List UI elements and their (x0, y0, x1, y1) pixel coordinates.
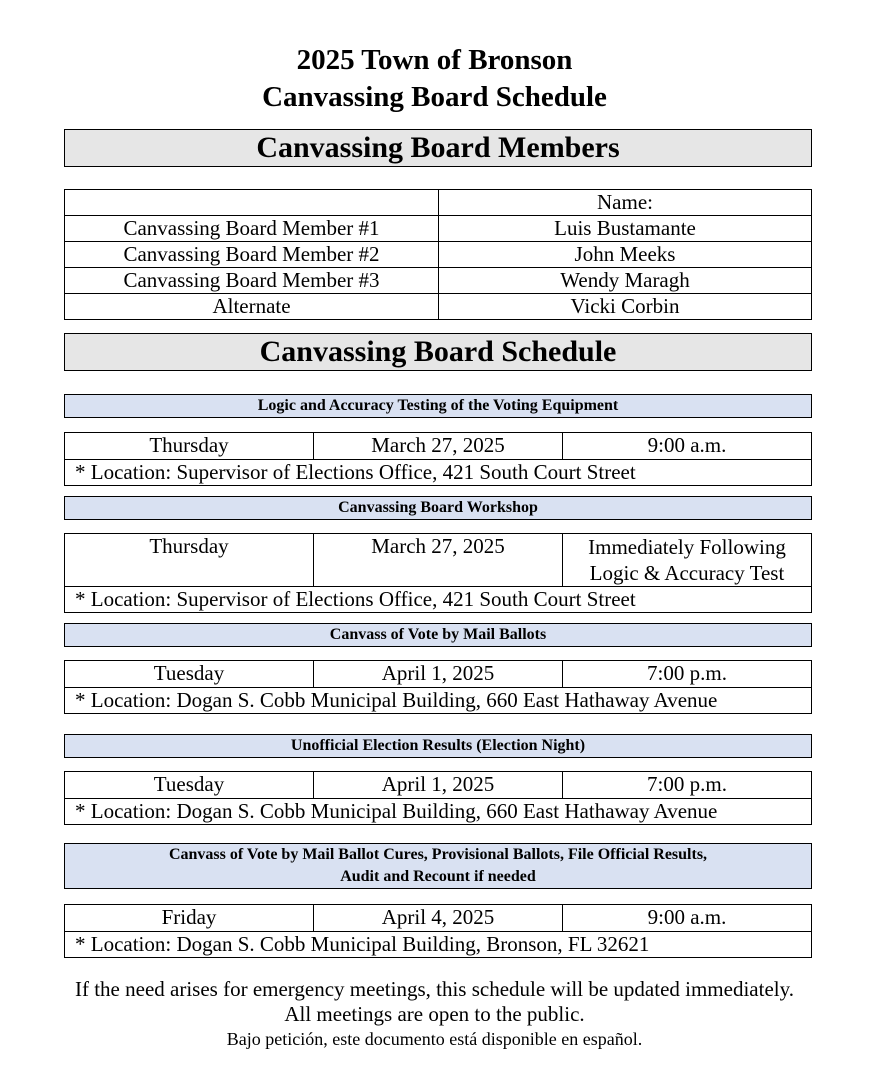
event-date: March 27, 2025 (314, 433, 563, 460)
table-row (65, 242, 812, 268)
event-table (64, 771, 812, 825)
event-day: Thursday (65, 433, 314, 460)
event-location: * Location: Dogan S. Cobb Municipal Building, Bronson, FL 32621 (65, 932, 812, 958)
members-heading: Canvassing Board Members (64, 129, 812, 167)
event-time-line1: Immediately Following (588, 535, 786, 559)
table-row (65, 587, 812, 613)
members-table (64, 189, 812, 320)
table-row (65, 433, 812, 460)
table-row (65, 905, 812, 932)
table-header-blank (65, 190, 439, 216)
event-day: Tuesday (65, 772, 314, 799)
member-role: Canvassing Board Member #1 (65, 216, 439, 242)
event-table (64, 533, 812, 613)
member-role: Canvassing Board Member #2 (65, 242, 439, 268)
event-day: Tuesday (65, 661, 314, 688)
schedule-heading: Canvassing Board Schedule (64, 333, 812, 371)
event-time: 9:00 a.m. (563, 905, 812, 932)
event-title: Logic and Accuracy Testing of the Voting Equipment (64, 394, 812, 418)
table-row (65, 932, 812, 958)
event-title (64, 843, 812, 889)
event-time (563, 534, 812, 587)
footer-spanish-note: Bajo petición, este documento está disponible en español. (226, 1029, 643, 1049)
event-location: * Location: Dogan S. Cobb Municipal Building, 660 East Hathaway Avenue (65, 688, 812, 714)
table-row (65, 460, 812, 486)
event-date: March 27, 2025 (314, 534, 563, 587)
table-row (65, 534, 812, 587)
table-row (65, 799, 812, 825)
table-row (65, 772, 812, 799)
member-name: Wendy Maragh (439, 268, 812, 294)
table-row (65, 190, 812, 216)
event-time: 7:00 p.m. (563, 772, 812, 799)
event-title-line2: Audit and Recount if needed (340, 868, 536, 885)
member-name: Luis Bustamante (439, 216, 812, 242)
event-date: April 4, 2025 (314, 905, 563, 932)
event-time: 9:00 a.m. (563, 433, 812, 460)
event-title: Canvass of Vote by Mail Ballots (64, 623, 812, 647)
event-title: Canvassing Board Workshop (64, 496, 812, 520)
event-title-line1: Canvass of Vote by Mail Ballot Cures, Provisional Ballots, File Official Results, (168, 846, 708, 863)
event-table (64, 904, 812, 958)
event-title: Unofficial Election Results (Election Night) (64, 734, 812, 758)
event-location: * Location: Dogan S. Cobb Municipal Building, 660 East Hathaway Avenue (65, 799, 812, 825)
event-day: Friday (65, 905, 314, 932)
document-subtitle: Canvassing Board Schedule (262, 81, 607, 113)
document-title: 2025 Town of Bronson (296, 44, 573, 76)
footer-emergency-note: If the need arises for emergency meetings, this schedule will be updated immediately. (74, 977, 794, 1001)
event-date: April 1, 2025 (314, 772, 563, 799)
table-row (65, 294, 812, 320)
event-day: Thursday (65, 534, 314, 587)
event-location: * Location: Supervisor of Elections Office, 421 South Court Street (65, 460, 812, 486)
event-time: 7:00 p.m. (563, 661, 812, 688)
member-role: Canvassing Board Member #3 (65, 268, 439, 294)
event-table (64, 432, 812, 486)
table-row (65, 268, 812, 294)
table-row (65, 688, 812, 714)
member-name: Vicki Corbin (439, 294, 812, 320)
event-time-line2: Logic & Accuracy Test (589, 561, 785, 585)
member-name: John Meeks (439, 242, 812, 268)
event-location: * Location: Supervisor of Elections Office, 421 South Court Street (65, 587, 812, 613)
table-row (65, 216, 812, 242)
member-role: Alternate (65, 294, 439, 320)
table-header-name: Name: (439, 190, 812, 216)
event-table (64, 660, 812, 714)
footer-public-note: All meetings are open to the public. (284, 1002, 585, 1026)
event-date: April 1, 2025 (314, 661, 563, 688)
table-row (65, 661, 812, 688)
